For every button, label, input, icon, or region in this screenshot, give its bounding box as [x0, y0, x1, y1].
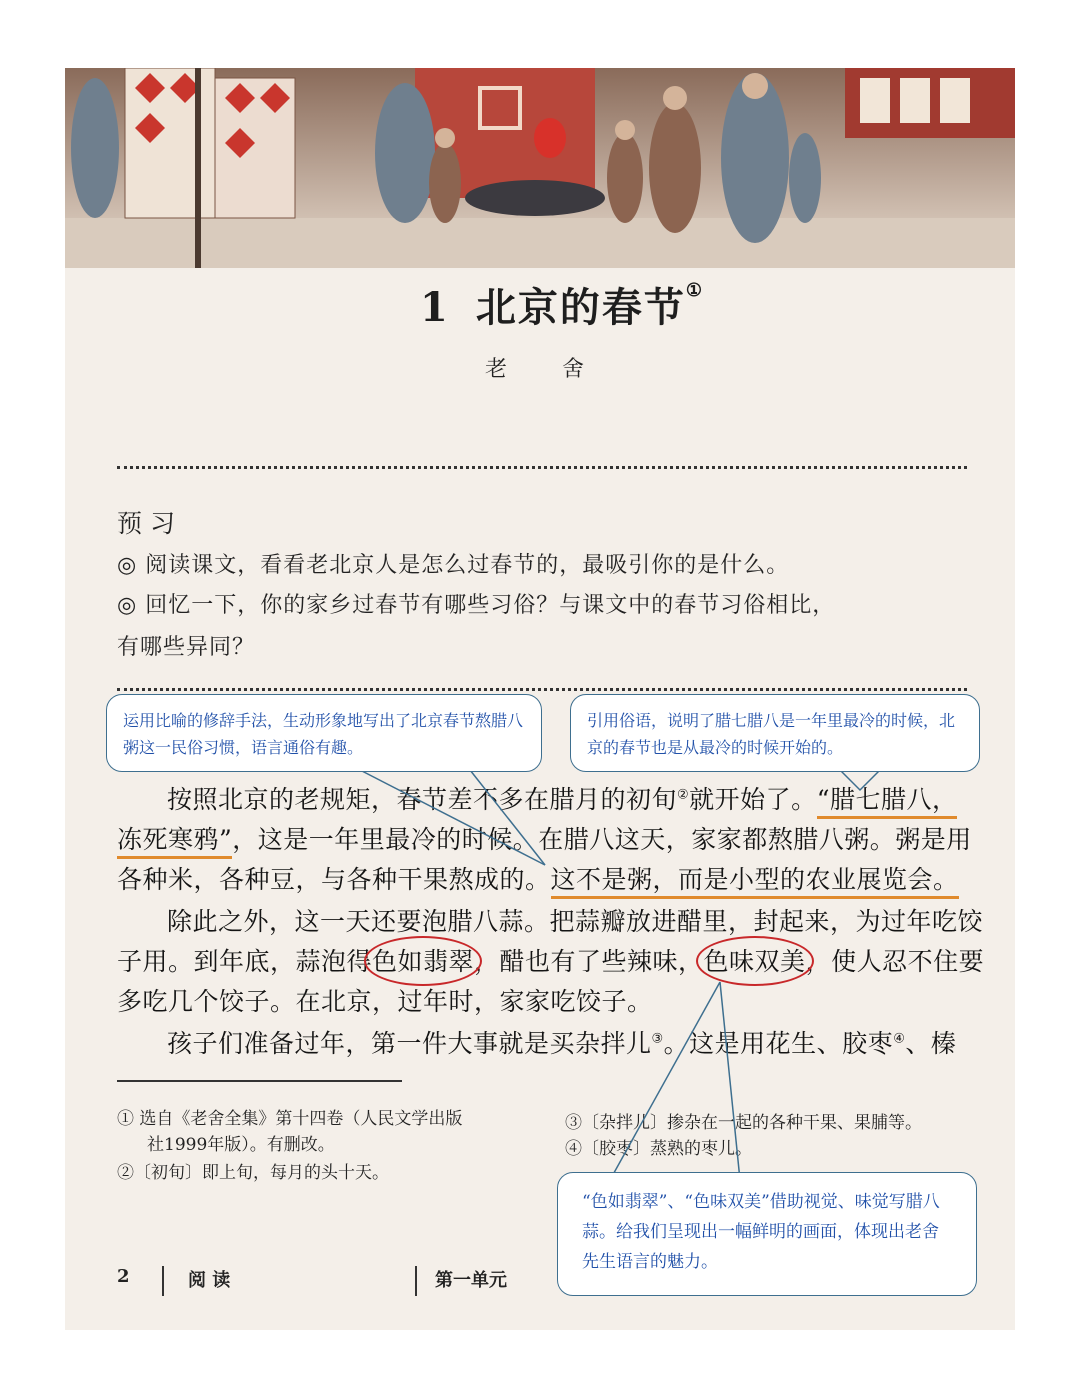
footnote-rule — [117, 1080, 402, 1082]
body-line-6: 多吃几个饺子。在北京，过年时，家家吃饺子。 — [117, 987, 653, 1016]
footer-divider — [162, 1266, 164, 1296]
lesson-title — [420, 276, 704, 333]
body-line-5 — [117, 942, 984, 978]
annotation-metaphor: 运用比喻的修辞手法，生动形象地写出了北京春节熬腊八粥这一民俗习惯，语言通俗有趣。 — [106, 694, 542, 772]
divider-dotted-bottom — [117, 688, 967, 691]
body-line-3 — [117, 860, 959, 896]
body-text: ，醋也有了些辣味， — [474, 947, 704, 976]
body-line-1 — [167, 780, 957, 816]
body-text: 孩子们准备过年，第一件大事就是买杂拌儿 — [167, 1029, 652, 1058]
author-name: 老 舍 — [485, 357, 608, 382]
footnote-mark: ③ — [651, 1031, 664, 1047]
preview-item-2-cont: 有哪些异同？ — [117, 635, 256, 660]
preview-item-2: ◎ 回忆一下，你的家乡过春节有哪些习俗？与课文中的春节习俗相比， — [117, 593, 836, 618]
footer-section: 阅 读 — [188, 1270, 231, 1291]
body-text: 、榛 — [905, 1029, 957, 1058]
spring-festival-illustration — [65, 68, 1015, 268]
preview-heading: 预习 — [117, 509, 184, 538]
circled-phrase-1: 色如翡翠 — [372, 942, 474, 978]
circled-phrase-2: 色味双美 — [704, 942, 806, 978]
footnote-mark: ② — [677, 787, 690, 803]
footnote-4: ④〔胶枣〕蒸熟的枣儿。 — [565, 1139, 752, 1159]
body-text: 就开始了。 — [689, 785, 817, 814]
body-text: 子用。到年底，蒜泡得 — [117, 947, 373, 976]
body-line-7 — [167, 1024, 956, 1060]
footer-unit: 第一单元 — [435, 1270, 507, 1291]
highlight-proverb-2: 冻死寒鸦” — [117, 825, 232, 859]
title-footnote-mark: ① — [685, 280, 704, 301]
body-text: 各种米，各种豆，与各种干果熬成的。 — [117, 865, 551, 894]
footnote-2: ②〔初旬〕即上旬，每月的头十天。 — [117, 1163, 389, 1183]
body-line-2 — [117, 820, 972, 856]
annotation-garlic: “色如翡翠”、“色味双美”借助视觉、味觉写腊八蒜。给我们呈现出一幅鲜明的画面，体现出老舍先生语言的魅力。 — [557, 1172, 977, 1296]
body-line-4: 除此之外，这一天还要泡腊八蒜。把蒜瓣放进醋里，封起来，为过年吃饺 — [167, 907, 984, 936]
lesson-title-text: 北京的春节 — [475, 284, 686, 331]
page-number: 2 — [117, 1266, 130, 1287]
footer-divider — [415, 1266, 417, 1296]
highlight-metaphor: 这不是粥，而是小型的农业展览会。 — [551, 865, 959, 899]
footnote-3: ③〔杂拌儿〕掺杂在一起的各种干果、果脯等。 — [565, 1113, 922, 1133]
annotation-proverb: 引用俗语，说明了腊七腊八是一年里最冷的时候，北京的春节也是从最冷的时候开始的。 — [570, 694, 980, 772]
divider-dotted-top — [117, 466, 967, 469]
preview-item-1: ◎ 阅读课文，看看老北京人是怎么过春节的，最吸引你的是什么。 — [117, 553, 790, 578]
highlight-proverb-1: “腊七腊八， — [817, 785, 958, 819]
body-text: 。这是用花生、胶枣 — [663, 1029, 894, 1058]
body-text: 按照北京的老规矩，春节差不多在腊月的初旬 — [167, 785, 678, 814]
lesson-number: 1 — [420, 284, 450, 331]
footnote-1: ① 选自《老舍全集》第十四卷（人民文学出版 — [117, 1109, 463, 1129]
body-text: ，这是一年里最冷的时候。在腊八这天，家家都熬腊八粥。粥是用 — [232, 825, 972, 854]
footnote-1-cont: 社1999年版）。有删改。 — [147, 1135, 335, 1155]
body-text: ，使人忍不住要 — [805, 947, 985, 976]
footnote-mark: ④ — [893, 1031, 906, 1047]
